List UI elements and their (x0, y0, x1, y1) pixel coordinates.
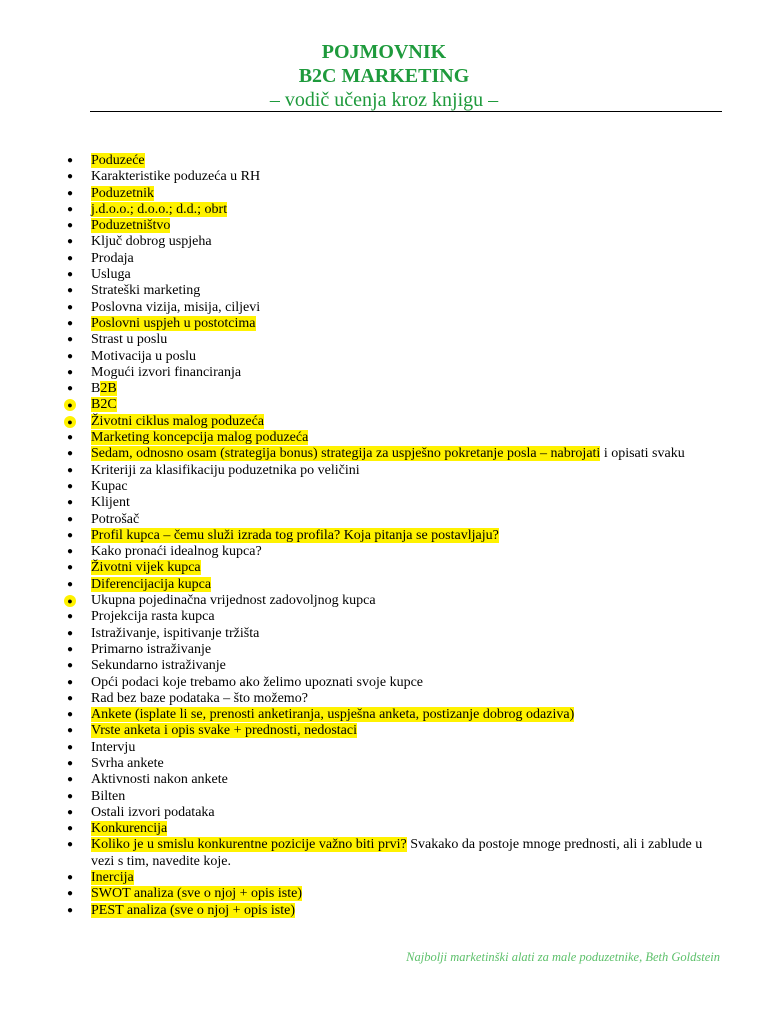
term-text-highlighted: Vrste anketa i opis svake + prednosti, nedostaci (91, 723, 357, 739)
list-item (0, 528, 768, 544)
bullet-icon: ● (66, 497, 74, 509)
bullet-icon: ● (66, 513, 74, 525)
list-item (0, 365, 768, 381)
term-text-highlighted: Poduzeće (91, 153, 145, 168)
term-text-highlighted: 2B (100, 381, 117, 397)
bullet-icon: ● (66, 790, 74, 802)
term-text: Strateški marketing (91, 283, 201, 299)
term-text: Klijent (91, 495, 130, 511)
term-text-highlighted: Inercija (91, 870, 134, 886)
term-text: Istraživanje, ispitivanje tržišta (91, 625, 260, 641)
bullet-icon: ● (66, 171, 74, 183)
term-text: Mogući izvori financiranja (91, 364, 242, 380)
list-item (0, 707, 768, 723)
list-item (0, 153, 768, 169)
bullet-icon: ● (66, 774, 74, 786)
list-item (0, 218, 768, 234)
bullet-icon: ● (64, 399, 76, 411)
terms-list (0, 153, 768, 919)
list-item (0, 169, 768, 185)
list-item (0, 772, 768, 788)
term-text: Usluga (91, 267, 131, 283)
list-item (0, 512, 768, 528)
list-item (0, 837, 768, 870)
term-text: Ključ dobrog uspjeha (91, 234, 212, 250)
bullet-icon: ● (66, 155, 74, 166)
term-text: Motivacija u poslu (91, 348, 196, 364)
list-item (0, 316, 768, 332)
list-item (0, 300, 768, 316)
bullet-icon: ● (66, 562, 74, 574)
bullet-icon: ● (64, 416, 76, 428)
term-text: Kupac (91, 478, 128, 494)
bullet-icon: ● (66, 317, 74, 329)
term-text: Bilten (91, 788, 126, 804)
bullet-icon: ● (66, 578, 74, 590)
bullet-icon: ● (66, 872, 74, 884)
term-text: Ostali izvori podataka (91, 804, 215, 820)
term-text: Karakteristike poduzeća u RH (91, 169, 261, 185)
list-item (0, 756, 768, 772)
bullet-icon: ● (64, 595, 76, 607)
term-text: Potrošač (91, 511, 140, 527)
list-item (0, 186, 768, 202)
list-item (0, 332, 768, 348)
list-item (0, 609, 768, 625)
bullet-icon: ● (66, 480, 74, 492)
bullet-icon: ● (66, 432, 74, 444)
bullet-icon: ● (66, 464, 74, 476)
bullet-icon: ● (66, 269, 74, 281)
list-item (0, 234, 768, 250)
term-text: Intervju (91, 739, 136, 755)
document-title: POJMOVNIK (321, 41, 447, 63)
document-header (0, 40, 768, 112)
term-text-highlighted: Ankete (isplate li se, prenosti anketiranja, uspješna anketa, postizanje dobrog odaziva) (91, 707, 575, 723)
list-item (0, 446, 768, 462)
bullet-icon: ● (66, 692, 74, 704)
list-item (0, 251, 768, 267)
list-item (0, 577, 768, 593)
term-text: Sekundarno istraživanje (91, 658, 226, 674)
list-item (0, 593, 768, 609)
bullet-icon: ● (66, 823, 74, 835)
term-text: Kako pronaći idealnog kupca? (91, 544, 262, 560)
list-item (0, 805, 768, 821)
term-text-highlighted: Profil kupca – čemu služi izrada tog profila? Koja pitanja se postavljaju? (91, 527, 499, 543)
bullet-icon: ● (66, 203, 74, 215)
term-text: Primarno istraživanje (91, 641, 212, 657)
term-text: Kriteriji za klasifikaciju poduzetnika po veličini (91, 462, 360, 478)
term-text: Poslovna vizija, misija, ciljevi (91, 299, 261, 315)
bullet-icon: ● (66, 839, 74, 851)
bullet-icon: ● (66, 236, 74, 248)
bullet-icon: ● (66, 904, 74, 916)
term-text: B (91, 381, 101, 397)
list-item (0, 691, 768, 707)
bullet-icon: ● (66, 350, 74, 362)
list-item (0, 397, 768, 413)
term-text-highlighted: Sedam, odnosno osam (strategija bonus) strategija za uspješno pokretanje posla – nabrojati (91, 446, 601, 462)
term-text: Opći podaci koje trebamo ako želimo upoznati svoje kupce (91, 674, 424, 690)
bullet-icon: ● (66, 741, 74, 753)
list-item (0, 560, 768, 576)
list-item (0, 642, 768, 658)
bullet-icon: ● (66, 366, 74, 378)
bullet-icon: ● (66, 448, 74, 460)
term-text-highlighted: Poduzetnik (91, 185, 154, 201)
bullet-icon: ● (66, 627, 74, 639)
term-text-continued: Svakako da postoje mnoge prednosti, ali i zablude u vezi s tim, navedite koje. (91, 837, 703, 869)
term-text-highlighted: Koliko je u smislu konkurentne pozicije važno biti prvi? (91, 837, 407, 853)
term-text: Projekcija rasta kupca (91, 609, 215, 625)
term-text-highlighted: Poduzetništvo (91, 218, 171, 234)
term-text-highlighted: Konkurencija (91, 821, 168, 837)
bullet-icon: ● (66, 285, 74, 297)
term-text: Strast u poslu (91, 332, 168, 348)
term-text-highlighted: Poslovni uspjeh u postotcima (91, 315, 256, 331)
term-text: Aktivnosti nakon ankete (91, 772, 228, 788)
list-item (0, 789, 768, 805)
list-item (0, 381, 768, 397)
list-item (0, 658, 768, 674)
list-item (0, 495, 768, 511)
term-text: Prodaja (91, 250, 134, 266)
term-text-highlighted: j.d.o.o.; d.o.o.; d.d.; obrt (91, 201, 228, 217)
list-item (0, 267, 768, 283)
term-text: Svrha ankete (91, 755, 164, 771)
list-item (0, 886, 768, 902)
list-item (0, 479, 768, 495)
bullet-icon: ● (66, 806, 74, 818)
list-item (0, 723, 768, 739)
bullet-icon: ● (66, 660, 74, 672)
list-item (0, 349, 768, 365)
term-text-highlighted: B2C (91, 397, 117, 413)
list-item (0, 740, 768, 756)
list-item (0, 870, 768, 886)
bullet-icon: ● (66, 725, 74, 737)
list-item (0, 202, 768, 218)
term-text-highlighted: SWOT analiza (sve o njoj + opis iste) (91, 886, 302, 902)
bullet-icon: ● (66, 383, 74, 395)
bullet-icon: ● (66, 301, 74, 313)
term-text-highlighted: Životni vijek kupca (91, 560, 201, 576)
list-item (0, 414, 768, 430)
list-item (0, 283, 768, 299)
bullet-icon: ● (66, 334, 74, 346)
list-item (0, 821, 768, 837)
bullet-icon: ● (66, 757, 74, 769)
list-item (0, 675, 768, 691)
header-divider (90, 111, 722, 112)
term-text: Ukupna pojedinačna vrijednost zadovoljnog kupca (91, 593, 376, 609)
term-text-highlighted: Diferencijacija kupca (91, 576, 212, 592)
term-text-continued: i opisati svaku (600, 446, 685, 462)
list-item (0, 544, 768, 560)
bullet-icon: ● (66, 529, 74, 541)
bullet-icon: ● (66, 611, 74, 623)
list-item (0, 430, 768, 446)
document-tagline: – vodič učenja kroz knjigu – (269, 89, 499, 111)
bullet-icon: ● (66, 220, 74, 232)
bullet-icon: ● (66, 676, 74, 688)
list-item (0, 626, 768, 642)
document-subtitle: B2C MARKETING (298, 65, 470, 87)
bullet-icon: ● (66, 643, 74, 655)
list-item (0, 463, 768, 479)
bullet-icon: ● (66, 709, 74, 721)
term-text-highlighted: Marketing koncepcija malog poduzeća (91, 430, 309, 446)
bullet-icon: ● (66, 187, 74, 199)
term-text-highlighted: Životni ciklus malog poduzeća (91, 413, 265, 429)
term-text: Rad bez baze podataka – što možemo? (91, 690, 308, 706)
list-item (0, 903, 768, 919)
term-text-highlighted: PEST analiza (sve o njoj + opis iste) (91, 902, 295, 918)
bullet-icon: ● (66, 252, 74, 264)
bullet-icon: ● (66, 546, 74, 558)
bullet-icon: ● (66, 888, 74, 900)
source-citation: Najbolji marketinški alati za male poduzetnike, Beth Goldstein (406, 950, 720, 964)
